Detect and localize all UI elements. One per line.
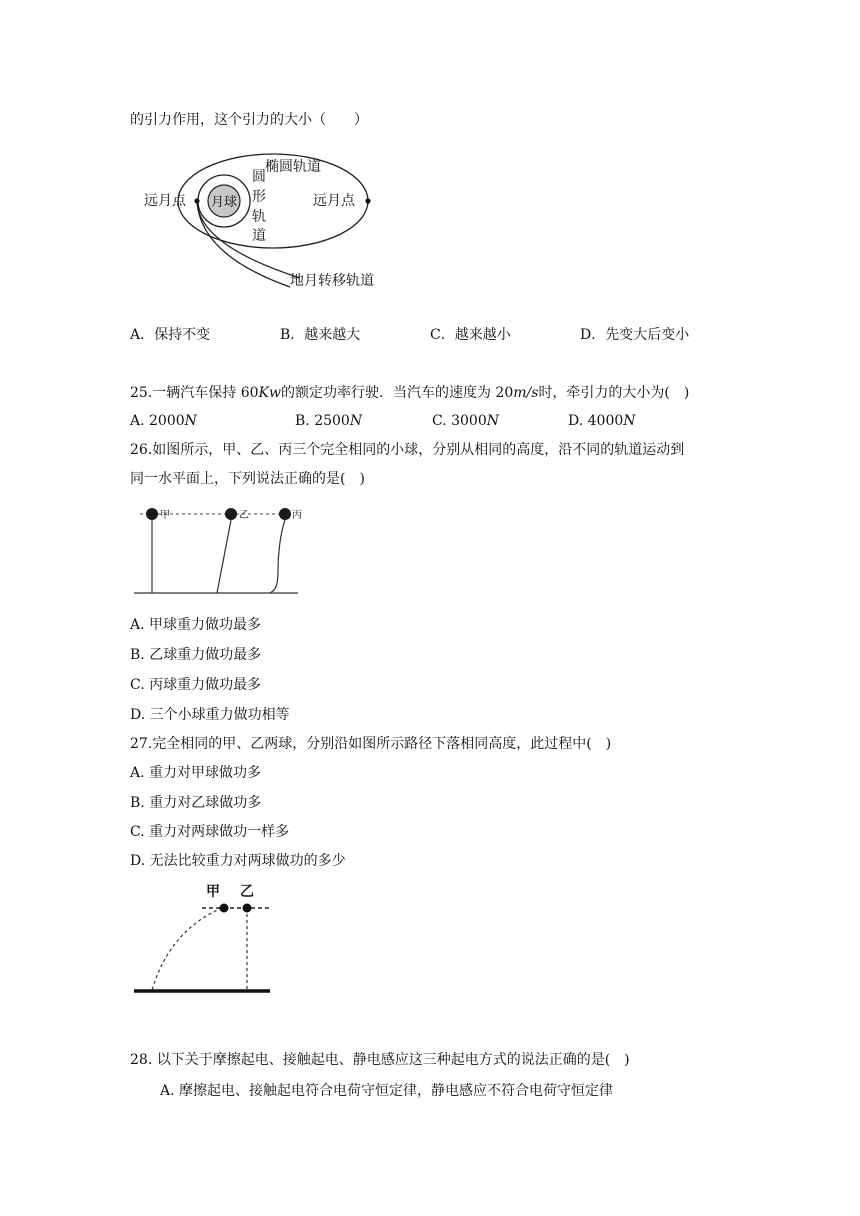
question-25-stem: 25.一辆汽车保持 60Kw的额定功率行驶．当汽车的速度为 20m/s时，牵引力的大小为( )	[130, 385, 690, 401]
two-ball-fall-diagram	[130, 880, 280, 1000]
ball-jia-label: 甲	[160, 510, 170, 521]
far-point-right-label: 远月点	[313, 193, 355, 209]
q24-option-d: D．先变大后变小	[580, 327, 690, 343]
moon-label: 月球	[211, 195, 238, 210]
circle-orbit-char-1: 圆	[252, 169, 266, 185]
q26-option-d: D. 三个小球重力做功相等	[130, 707, 290, 723]
question-27-stem: 27.完全相同的甲、乙两球，分别沿如图所示路径下落相同高度，此过程中( )	[130, 736, 612, 752]
question-26-stem-line1: 26.如图所示，甲、乙、丙三个完全相同的小球，分别从相同的高度，沿不同的轨道运动到	[130, 442, 685, 458]
q28-option-a: A. 摩擦起电、接触起电符合电荷守恒定律，静电感应不符合电荷守恒定律	[160, 1083, 614, 1099]
ball-yi-label: 乙	[239, 510, 249, 521]
q25-option-a: A. 2000N	[130, 413, 197, 429]
q26-option-b: B. 乙球重力做功最多	[130, 647, 262, 663]
q25-option-c: C. 3000N	[432, 413, 499, 429]
ball-jia-label: 甲	[206, 884, 220, 900]
circle-orbit-char-3: 轨	[252, 209, 266, 225]
three-track-diagram	[130, 500, 305, 600]
q27-option-c: C. 重力对两球做功一样多	[130, 824, 290, 840]
q26-option-c: C. 丙球重力做功最多	[130, 677, 262, 693]
q24-option-c: C．越来越小	[430, 327, 511, 343]
circle-orbit-char-4: 道	[252, 228, 266, 244]
q27-option-a: A. 重力对甲球做功多	[130, 765, 262, 781]
question-26-stem-line2: 同一水平面上，下列说法正确的是( )	[130, 471, 365, 487]
ball-bing-label: 丙	[292, 510, 302, 521]
ball-yi-label: 乙	[240, 884, 254, 900]
q27-option-b: B. 重力对乙球做功多	[130, 795, 262, 811]
transfer-orbit-label: 地月转移轨道	[290, 273, 374, 289]
q24-option-b: B．越来越大	[280, 327, 361, 343]
q27-option-d: D. 无法比较重力对两球做功的多少	[130, 853, 346, 869]
q26-option-a: A. 甲球重力做功最多	[130, 617, 262, 633]
q25-option-b: B. 2500N	[295, 413, 363, 429]
circle-orbit-char-2: 形	[252, 189, 266, 205]
q24-option-a: A．保持不变	[130, 327, 211, 343]
far-point-left-label: 远月点	[144, 193, 186, 209]
question-24-stem-tail: 的引力作用，这个引力的大小（ ）	[130, 112, 368, 128]
ellipse-orbit-label: 椭圆轨道	[265, 159, 321, 175]
question-28-stem: 28. 以下关于摩擦起电、接触起电、静电感应这三种起电方式的说法正确的是( )	[130, 1052, 630, 1068]
orbit-diagram	[140, 145, 400, 295]
q25-option-d: D. 4000N	[568, 413, 636, 429]
